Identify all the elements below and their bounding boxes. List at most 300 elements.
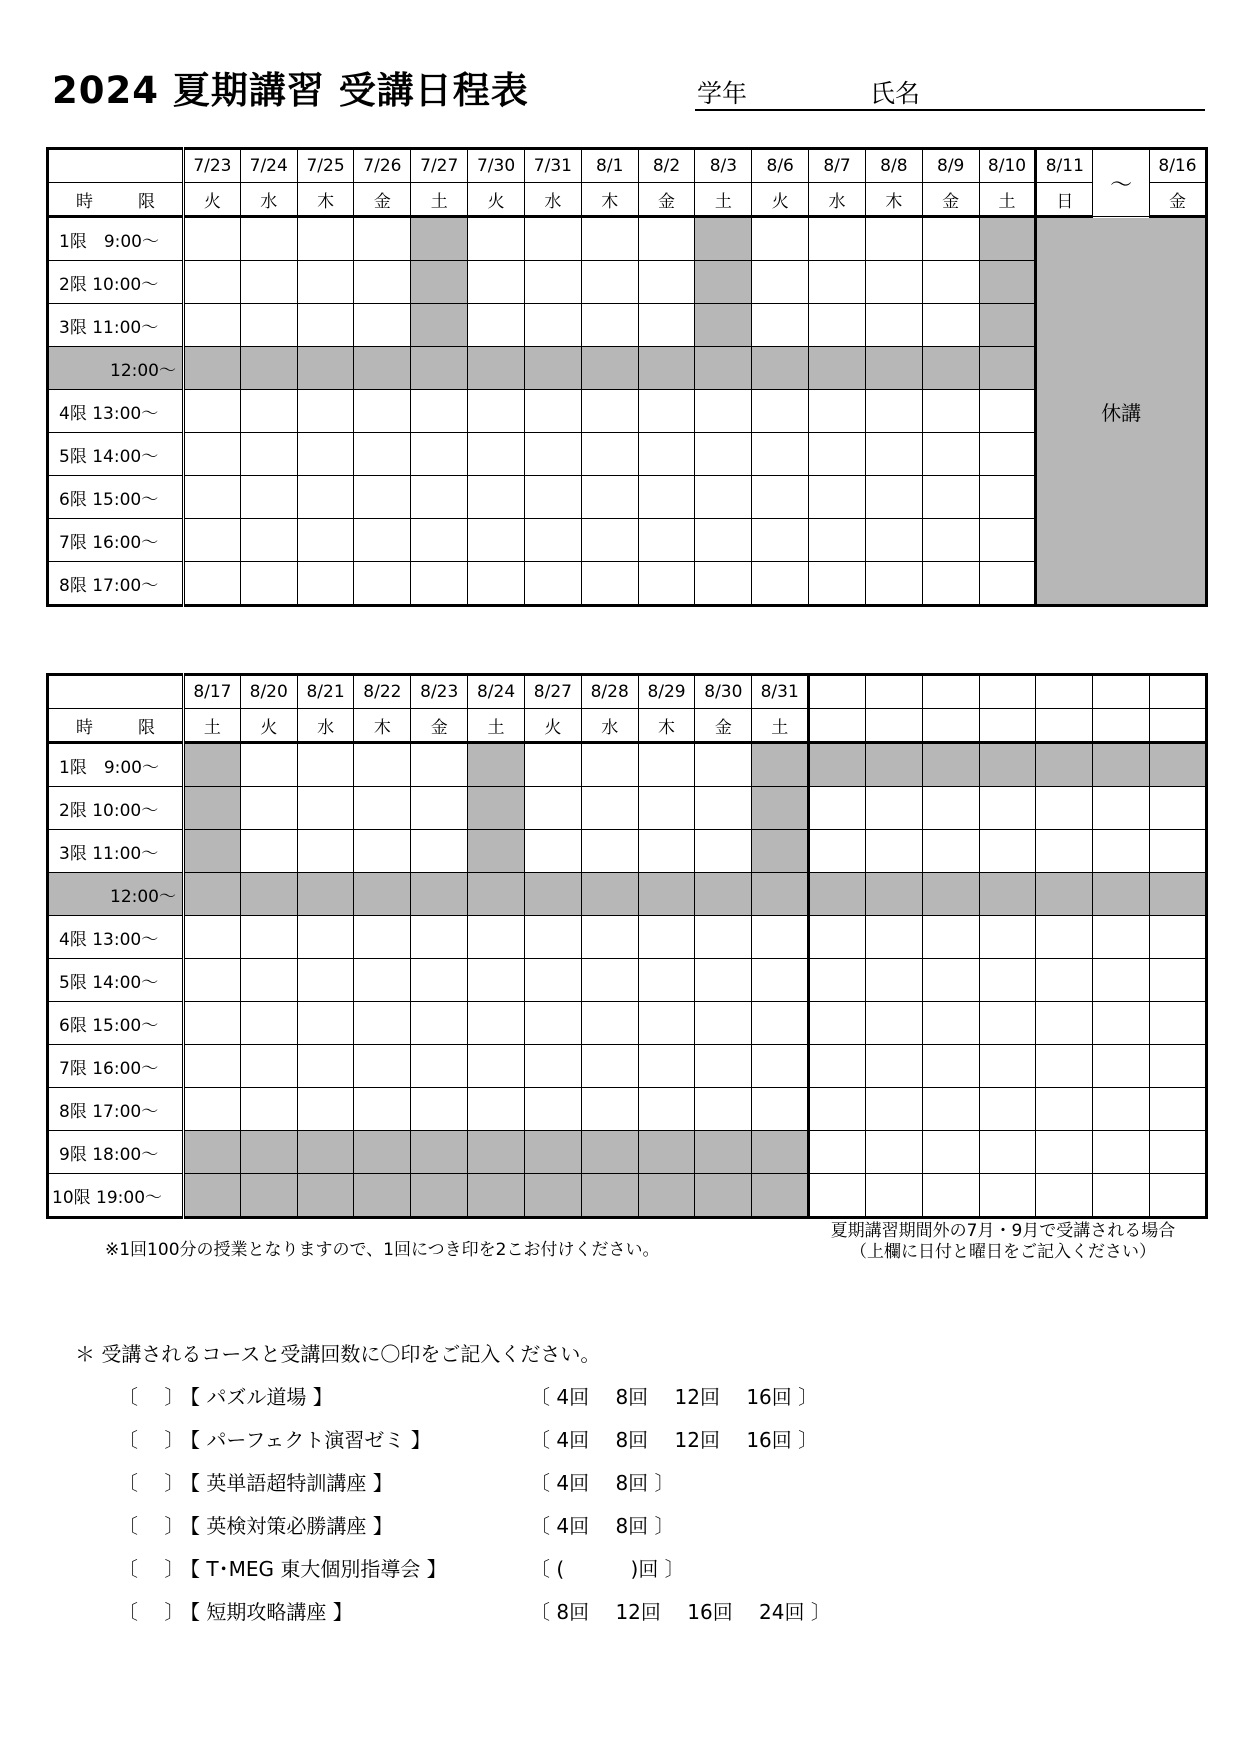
- schedule-cell[interactable]: [240, 519, 297, 562]
- schedule-cell[interactable]: [240, 390, 297, 433]
- extra-cell[interactable]: [1036, 1088, 1093, 1131]
- extra-cell[interactable]: [865, 1045, 922, 1088]
- schedule-cell[interactable]: [354, 787, 411, 830]
- schedule-cell[interactable]: [468, 519, 525, 562]
- schedule-cell[interactable]: [638, 787, 695, 830]
- schedule-cell[interactable]: [638, 1045, 695, 1088]
- schedule-cell[interactable]: [638, 1002, 695, 1045]
- schedule-cell[interactable]: [752, 519, 809, 562]
- schedule-cell[interactable]: [297, 743, 354, 787]
- schedule-cell[interactable]: [297, 959, 354, 1002]
- schedule-cell[interactable]: [752, 562, 809, 606]
- schedule-cell[interactable]: [524, 787, 581, 830]
- extra-cell[interactable]: [922, 1002, 979, 1045]
- schedule-cell[interactable]: [695, 1002, 752, 1045]
- extra-cell[interactable]: [1150, 959, 1207, 1002]
- extra-cell[interactable]: [979, 1045, 1036, 1088]
- grade-label: 学年: [697, 79, 748, 108]
- schedule-cell[interactable]: [297, 390, 354, 433]
- extra-cell[interactable]: [1093, 1002, 1150, 1045]
- schedule-cell[interactable]: [752, 1002, 809, 1045]
- schedule-cell[interactable]: [524, 390, 581, 433]
- extra-cell[interactable]: [809, 1174, 866, 1218]
- schedule-cell[interactable]: [809, 390, 866, 433]
- extra-cell[interactable]: [1093, 1131, 1150, 1174]
- schedule-cell-unavailable: [524, 1131, 581, 1174]
- extra-cell[interactable]: [865, 830, 922, 873]
- schedule-cell[interactable]: [297, 830, 354, 873]
- schedule-cell[interactable]: [524, 959, 581, 1002]
- schedule-cell[interactable]: [752, 261, 809, 304]
- schedule-cell[interactable]: [809, 476, 866, 519]
- schedule-cell[interactable]: [468, 433, 525, 476]
- schedule-cell[interactable]: [411, 830, 468, 873]
- schedule-cell[interactable]: [411, 476, 468, 519]
- schedule-cell[interactable]: [184, 1002, 241, 1045]
- schedule-cell[interactable]: [581, 743, 638, 787]
- schedule-cell[interactable]: [809, 519, 866, 562]
- day-cell-blank[interactable]: [922, 709, 979, 743]
- schedule-cell[interactable]: [240, 1088, 297, 1131]
- day-cell: 水: [524, 183, 581, 217]
- schedule-cell[interactable]: [865, 390, 922, 433]
- day-cell-blank[interactable]: [979, 709, 1036, 743]
- extra-cell[interactable]: [922, 1045, 979, 1088]
- extra-cell[interactable]: [1150, 830, 1207, 873]
- schedule-cell[interactable]: [468, 1002, 525, 1045]
- schedule-cell[interactable]: [411, 1045, 468, 1088]
- schedule-cell[interactable]: [240, 1045, 297, 1088]
- extra-cell[interactable]: [865, 1131, 922, 1174]
- schedule-cell[interactable]: [638, 390, 695, 433]
- extra-cell[interactable]: [865, 959, 922, 1002]
- extra-cell[interactable]: [1036, 959, 1093, 1002]
- schedule-cell[interactable]: [354, 562, 411, 606]
- date-cell: 7/26: [354, 149, 411, 183]
- schedule-cell[interactable]: [979, 433, 1036, 476]
- schedule-cell[interactable]: [297, 261, 354, 304]
- schedule-cell-unavailable: [354, 1131, 411, 1174]
- schedule-cell[interactable]: [468, 390, 525, 433]
- day-cell-blank[interactable]: [1036, 709, 1093, 743]
- schedule-cell[interactable]: [581, 476, 638, 519]
- schedule-cell[interactable]: [240, 562, 297, 606]
- schedule-cell[interactable]: [638, 476, 695, 519]
- schedule-cell[interactable]: [922, 562, 979, 606]
- extra-cell[interactable]: [865, 1174, 922, 1218]
- schedule-cell[interactable]: [581, 1002, 638, 1045]
- schedule-cell-unavailable: [240, 873, 297, 916]
- schedule-cell[interactable]: [865, 519, 922, 562]
- schedule-cell[interactable]: [297, 787, 354, 830]
- extra-cell[interactable]: [809, 1045, 866, 1088]
- schedule-cell[interactable]: [752, 433, 809, 476]
- course-row: [0, 1510, 1240, 1540]
- schedule-cell[interactable]: [297, 1045, 354, 1088]
- schedule-cell[interactable]: [240, 787, 297, 830]
- schedule-cell[interactable]: [752, 1088, 809, 1131]
- extra-cell[interactable]: [979, 1002, 1036, 1045]
- extra-cell[interactable]: [809, 1002, 866, 1045]
- schedule-cell[interactable]: [354, 1002, 411, 1045]
- schedule-cell[interactable]: [581, 390, 638, 433]
- course-session-options[interactable]: 〔 4回 8回 12回 16回 〕: [530, 1428, 819, 1452]
- extra-cell[interactable]: [1093, 787, 1150, 830]
- extra-cell[interactable]: [922, 830, 979, 873]
- name-field-line[interactable]: [695, 109, 1205, 111]
- course-session-options[interactable]: 〔 8回 12回 16回 24回 〕: [530, 1600, 831, 1624]
- extra-cell[interactable]: [865, 1002, 922, 1045]
- schedule-cell[interactable]: [354, 916, 411, 959]
- course-checkbox[interactable]: 〔 〕: [118, 1557, 185, 1581]
- schedule-cell[interactable]: [524, 1002, 581, 1045]
- day-cell-closed-start: 日: [1036, 183, 1093, 217]
- schedule-cell[interactable]: [354, 1088, 411, 1131]
- date-cell-blank[interactable]: [1093, 675, 1150, 709]
- schedule-cell[interactable]: [297, 1002, 354, 1045]
- schedule-cell[interactable]: [354, 830, 411, 873]
- schedule-cell[interactable]: [524, 562, 581, 606]
- schedule-cell[interactable]: [411, 433, 468, 476]
- schedule-cell[interactable]: [979, 562, 1036, 606]
- schedule-cell[interactable]: [638, 304, 695, 347]
- schedule-cell-unavailable: [411, 1174, 468, 1218]
- schedule-cell[interactable]: [809, 433, 866, 476]
- schedule-cell[interactable]: [865, 261, 922, 304]
- course-session-options[interactable]: 〔 4回 8回 12回 16回 〕: [530, 1385, 819, 1409]
- extra-cell[interactable]: [1093, 1045, 1150, 1088]
- schedule-cell[interactable]: [922, 304, 979, 347]
- schedule-cell[interactable]: [524, 1045, 581, 1088]
- schedule-cell[interactable]: [581, 830, 638, 873]
- schedule-cell[interactable]: [240, 916, 297, 959]
- schedule-cell[interactable]: [184, 217, 241, 261]
- extra-cell[interactable]: [922, 959, 979, 1002]
- schedule-cell[interactable]: [581, 959, 638, 1002]
- schedule-cell[interactable]: [524, 476, 581, 519]
- schedule-cell[interactable]: [468, 1088, 525, 1131]
- schedule-cell[interactable]: [524, 1088, 581, 1131]
- course-checkbox[interactable]: 〔 〕: [118, 1471, 185, 1495]
- schedule-cell[interactable]: [752, 390, 809, 433]
- schedule-cell[interactable]: [354, 1045, 411, 1088]
- date-cell-blank[interactable]: [1036, 675, 1093, 709]
- schedule-cell[interactable]: [865, 304, 922, 347]
- schedule-cell[interactable]: [411, 562, 468, 606]
- extra-cell[interactable]: [809, 787, 866, 830]
- schedule-cell[interactable]: [468, 1045, 525, 1088]
- schedule-cell[interactable]: [468, 562, 525, 606]
- schedule-cell[interactable]: [240, 217, 297, 261]
- extra-cell[interactable]: [809, 1131, 866, 1174]
- schedule-cell[interactable]: [638, 519, 695, 562]
- schedule-cell[interactable]: [468, 304, 525, 347]
- schedule-cell[interactable]: [922, 476, 979, 519]
- schedule-cell[interactable]: [184, 916, 241, 959]
- extra-cell[interactable]: [979, 830, 1036, 873]
- schedule-cell[interactable]: [354, 261, 411, 304]
- schedule-cell[interactable]: [695, 959, 752, 1002]
- schedule-cell[interactable]: [695, 916, 752, 959]
- extra-cell[interactable]: [1150, 916, 1207, 959]
- schedule-cell[interactable]: [297, 519, 354, 562]
- extra-cell[interactable]: [1150, 1088, 1207, 1131]
- schedule-cell[interactable]: [979, 476, 1036, 519]
- schedule-cell[interactable]: [638, 743, 695, 787]
- schedule-cell[interactable]: [809, 304, 866, 347]
- course-checkbox[interactable]: 〔 〕: [118, 1514, 185, 1538]
- schedule-cell[interactable]: [638, 1088, 695, 1131]
- schedule-cell[interactable]: [184, 433, 241, 476]
- schedule-cell[interactable]: [524, 433, 581, 476]
- schedule-cell[interactable]: [354, 519, 411, 562]
- extra-cell[interactable]: [865, 916, 922, 959]
- schedule-cell[interactable]: [581, 562, 638, 606]
- schedule-cell[interactable]: [297, 916, 354, 959]
- schedule-cell[interactable]: [695, 787, 752, 830]
- extra-cell[interactable]: [809, 916, 866, 959]
- schedule-cell[interactable]: [638, 217, 695, 261]
- schedule-cell[interactable]: [468, 217, 525, 261]
- schedule-cell[interactable]: [638, 916, 695, 959]
- schedule-cell[interactable]: [240, 1002, 297, 1045]
- schedule-cell[interactable]: [581, 304, 638, 347]
- course-checkbox[interactable]: 〔 〕: [118, 1428, 185, 1452]
- extra-cell[interactable]: [979, 1131, 1036, 1174]
- date-cell-blank[interactable]: [1150, 675, 1207, 709]
- extra-cell[interactable]: [922, 1174, 979, 1218]
- schedule-cell[interactable]: [752, 476, 809, 519]
- schedule-cell[interactable]: [184, 304, 241, 347]
- schedule-cell[interactable]: [354, 959, 411, 1002]
- schedule-cell[interactable]: [524, 217, 581, 261]
- schedule-cell[interactable]: [354, 476, 411, 519]
- extra-cell[interactable]: [922, 787, 979, 830]
- schedule-cell[interactable]: [297, 1088, 354, 1131]
- date-cell-blank[interactable]: [979, 675, 1036, 709]
- schedule-cell[interactable]: [468, 959, 525, 1002]
- date-cell-blank[interactable]: [865, 675, 922, 709]
- course-checkbox[interactable]: 〔 〕: [118, 1600, 185, 1624]
- extra-cell[interactable]: [979, 1088, 1036, 1131]
- schedule-cell[interactable]: [695, 519, 752, 562]
- schedule-cell[interactable]: [240, 304, 297, 347]
- day-cell: 木: [297, 183, 354, 217]
- schedule-cell-unavailable: [184, 743, 241, 787]
- extra-cell[interactable]: [1150, 1002, 1207, 1045]
- extra-cell[interactable]: [1150, 1174, 1207, 1218]
- schedule-cell[interactable]: [240, 830, 297, 873]
- schedule-cell[interactable]: [922, 519, 979, 562]
- extra-cell[interactable]: [809, 959, 866, 1002]
- schedule-cell[interactable]: [752, 1045, 809, 1088]
- date-cell: 7/23: [184, 149, 241, 183]
- schedule-cell[interactable]: [240, 476, 297, 519]
- schedule-cell[interactable]: [411, 743, 468, 787]
- schedule-cell[interactable]: [581, 916, 638, 959]
- schedule-cell[interactable]: [524, 916, 581, 959]
- schedule-cell[interactable]: [695, 743, 752, 787]
- extra-cell[interactable]: [1093, 1088, 1150, 1131]
- extra-cell[interactable]: [1093, 959, 1150, 1002]
- schedule-cell[interactable]: [752, 916, 809, 959]
- schedule-cell[interactable]: [695, 476, 752, 519]
- schedule-cell[interactable]: [865, 433, 922, 476]
- extra-cell[interactable]: [1093, 830, 1150, 873]
- schedule-cell[interactable]: [581, 261, 638, 304]
- extra-cell[interactable]: [922, 1131, 979, 1174]
- schedule-cell[interactable]: [240, 959, 297, 1002]
- schedule-cell[interactable]: [524, 830, 581, 873]
- schedule-cell-unavailable: [581, 1131, 638, 1174]
- schedule-cell[interactable]: [297, 304, 354, 347]
- schedule-cell[interactable]: [297, 476, 354, 519]
- schedule-cell[interactable]: [581, 1045, 638, 1088]
- schedule-cell[interactable]: [524, 261, 581, 304]
- extra-cell[interactable]: [1093, 916, 1150, 959]
- schedule-cell[interactable]: [581, 1088, 638, 1131]
- schedule-cell[interactable]: [411, 390, 468, 433]
- schedule-cell[interactable]: [695, 562, 752, 606]
- schedule-cell[interactable]: [922, 390, 979, 433]
- schedule-cell[interactable]: [581, 787, 638, 830]
- extra-cell[interactable]: [922, 1088, 979, 1131]
- extra-cell[interactable]: [1036, 916, 1093, 959]
- schedule-cell[interactable]: [524, 304, 581, 347]
- schedule-cell[interactable]: [865, 562, 922, 606]
- schedule-cell[interactable]: [638, 433, 695, 476]
- schedule-cell[interactable]: [752, 217, 809, 261]
- schedule-cell-unavailable: [752, 1131, 809, 1174]
- schedule-cell[interactable]: [638, 261, 695, 304]
- schedule-cell[interactable]: [184, 476, 241, 519]
- extra-cell[interactable]: [1150, 787, 1207, 830]
- schedule-cell[interactable]: [865, 476, 922, 519]
- course-session-options[interactable]: 〔 ( )回 〕: [530, 1557, 685, 1581]
- schedule-cell-unavailable: [184, 873, 241, 916]
- schedule-cell[interactable]: [695, 433, 752, 476]
- schedule-cell[interactable]: [411, 787, 468, 830]
- schedule-cell[interactable]: [638, 562, 695, 606]
- schedule-cell[interactable]: [752, 304, 809, 347]
- course-session-options[interactable]: 〔 4回 8回 〕: [530, 1471, 675, 1495]
- extra-cell[interactable]: [979, 916, 1036, 959]
- schedule-cell[interactable]: [411, 1088, 468, 1131]
- schedule-cell[interactable]: [184, 959, 241, 1002]
- extra-cell[interactable]: [979, 959, 1036, 1002]
- day-cell: 水: [297, 709, 354, 743]
- extra-cell[interactable]: [1036, 1131, 1093, 1174]
- schedule-cell[interactable]: [468, 916, 525, 959]
- schedule-cell[interactable]: [240, 743, 297, 787]
- schedule-cell[interactable]: [695, 1045, 752, 1088]
- schedule-cell[interactable]: [468, 261, 525, 304]
- day-cell-blank[interactable]: [865, 709, 922, 743]
- extra-cell[interactable]: [1036, 1174, 1093, 1218]
- extra-cell[interactable]: [1150, 1045, 1207, 1088]
- schedule-cell[interactable]: [695, 1088, 752, 1131]
- extra-cell[interactable]: [979, 1174, 1036, 1218]
- schedule-cell[interactable]: [411, 1002, 468, 1045]
- extra-cell[interactable]: [809, 1088, 866, 1131]
- schedule-cell[interactable]: [354, 304, 411, 347]
- schedule-cell[interactable]: [184, 261, 241, 304]
- schedule-cell[interactable]: [809, 217, 866, 261]
- extra-cell[interactable]: [865, 1088, 922, 1131]
- extra-cell[interactable]: [979, 787, 1036, 830]
- day-cell: 火: [240, 709, 297, 743]
- schedule-cell[interactable]: [638, 830, 695, 873]
- schedule-cell[interactable]: [354, 390, 411, 433]
- schedule-cell[interactable]: [354, 433, 411, 476]
- extra-cell[interactable]: [1036, 830, 1093, 873]
- period-row: [48, 873, 1207, 916]
- course-session-options[interactable]: 〔 4回 8回 〕: [530, 1514, 675, 1538]
- schedule-cell[interactable]: [979, 390, 1036, 433]
- extra-cell[interactable]: [809, 830, 866, 873]
- schedule-cell[interactable]: [695, 390, 752, 433]
- schedule-cell[interactable]: [809, 562, 866, 606]
- schedule-cell[interactable]: [922, 433, 979, 476]
- schedule-cell[interactable]: [297, 433, 354, 476]
- schedule-cell[interactable]: [411, 519, 468, 562]
- schedule-cell-unavailable: [297, 1174, 354, 1218]
- schedule-cell[interactable]: [922, 217, 979, 261]
- schedule-cell[interactable]: [354, 743, 411, 787]
- extra-cell[interactable]: [1036, 1045, 1093, 1088]
- schedule-cell[interactable]: [922, 261, 979, 304]
- schedule-cell[interactable]: [184, 562, 241, 606]
- date-cell-blank[interactable]: [809, 675, 866, 709]
- schedule-cell-unavailable: [752, 787, 809, 830]
- extra-cell[interactable]: [1036, 787, 1093, 830]
- schedule-cell[interactable]: [411, 916, 468, 959]
- schedule-cell[interactable]: [297, 217, 354, 261]
- schedule-cell[interactable]: [184, 390, 241, 433]
- schedule-cell[interactable]: [184, 519, 241, 562]
- day-cell-blank[interactable]: [1093, 709, 1150, 743]
- schedule-cell[interactable]: [809, 261, 866, 304]
- schedule-cell[interactable]: [865, 217, 922, 261]
- extra-cell[interactable]: [922, 916, 979, 959]
- schedule-cell[interactable]: [638, 959, 695, 1002]
- schedule-cell[interactable]: [468, 476, 525, 519]
- extra-cell[interactable]: [1093, 1174, 1150, 1218]
- schedule-cell[interactable]: [695, 830, 752, 873]
- date-cell-blank[interactable]: [922, 675, 979, 709]
- schedule-cell[interactable]: [411, 959, 468, 1002]
- schedule-cell[interactable]: [240, 261, 297, 304]
- schedule-cell[interactable]: [524, 743, 581, 787]
- schedule-cell[interactable]: [581, 519, 638, 562]
- extra-cell[interactable]: [1150, 1131, 1207, 1174]
- day-cell-blank[interactable]: [1150, 709, 1207, 743]
- schedule-cell[interactable]: [581, 217, 638, 261]
- schedule-cell[interactable]: [354, 217, 411, 261]
- schedule-cell[interactable]: [581, 433, 638, 476]
- schedule-cell[interactable]: [524, 519, 581, 562]
- extra-cell[interactable]: [865, 787, 922, 830]
- schedule-cell[interactable]: [752, 959, 809, 1002]
- course-checkbox[interactable]: 〔 〕: [118, 1385, 185, 1409]
- schedule-cell[interactable]: [184, 1045, 241, 1088]
- extra-cell[interactable]: [1036, 1002, 1093, 1045]
- schedule-cell[interactable]: [184, 1088, 241, 1131]
- schedule-cell[interactable]: [297, 562, 354, 606]
- schedule-cell[interactable]: [979, 519, 1036, 562]
- day-cell-blank[interactable]: [809, 709, 866, 743]
- schedule-cell[interactable]: [240, 433, 297, 476]
